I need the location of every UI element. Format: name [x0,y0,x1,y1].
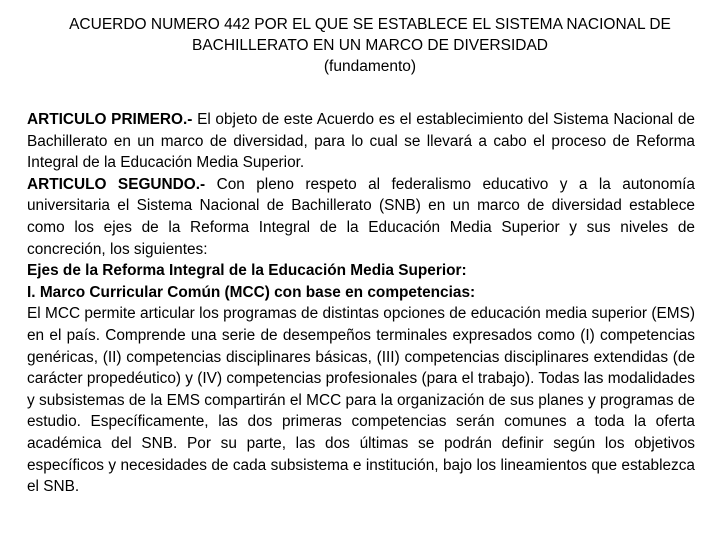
document-title [40,14,700,77]
mcc-paragraph: El MCC permite articular los programas de distintas opciones de educación media superior (EMS) en el país. Comprende una serie de desempeños terminales expresados como (I) competencias genéricas, (II) competencias disciplinares básicas, (III) competencias disciplinares extendidas (de carácter propedéutico) y (IV) competencias profesionales (para el trabajo). Todas las modalidades y subsistemas de la EMS compartirán el MCC para la organización de sus planes y programas de estudio. Específicamente, las dos primeras competencias serán comunes a toda la oferta académica del SNB. Por su parte, las dos últimas se podrán definir según los objetivos específicos y necesidades de cada subsistema e institución, bajo los lineamientos que establezca el SNB. [27,305,695,496]
article-second-heading: ARTICULO SEGUNDO.- [27,175,206,193]
title-line-2: BACHILLERATO EN UN MARCO DE DIVERSIDAD [192,37,548,54]
article-second-text: Con pleno respeto al federalismo educativo y a la autonomía universitaria el Sistema Nacional de Bachillerato (SNB) en un marco de diversidad establece como los ejes de la Reforma Integral de la Educación Media Superior y sus niveles de concreción, los siguientes: [27,175,695,258]
ejes-heading: Ejes de la Reforma Integral de la Educación Media Superior: [27,262,467,280]
article-first-heading: ARTICULO PRIMERO.- [27,111,193,128]
article-second-paragraph [27,174,695,260]
mcc-heading: I. Marco Curricular Común (MCC) con base en competencias: [27,283,476,301]
article-first-paragraph [27,109,695,174]
title-subtitle: (fundamento) [323,58,417,75]
article-first-text: El objeto de este Acuerdo es el establecimiento del Sistema Nacional de Bachillerato en un marco de diversidad, para lo cual se llevará a cabo el proceso de Reforma Integral de la Educación Media Superior. [27,111,695,172]
document-body [27,109,695,498]
title-line-1: ACUERDO NUMERO 442 POR EL QUE SE ESTABLECE EL SISTEMA NACIONAL DE [69,16,671,33]
